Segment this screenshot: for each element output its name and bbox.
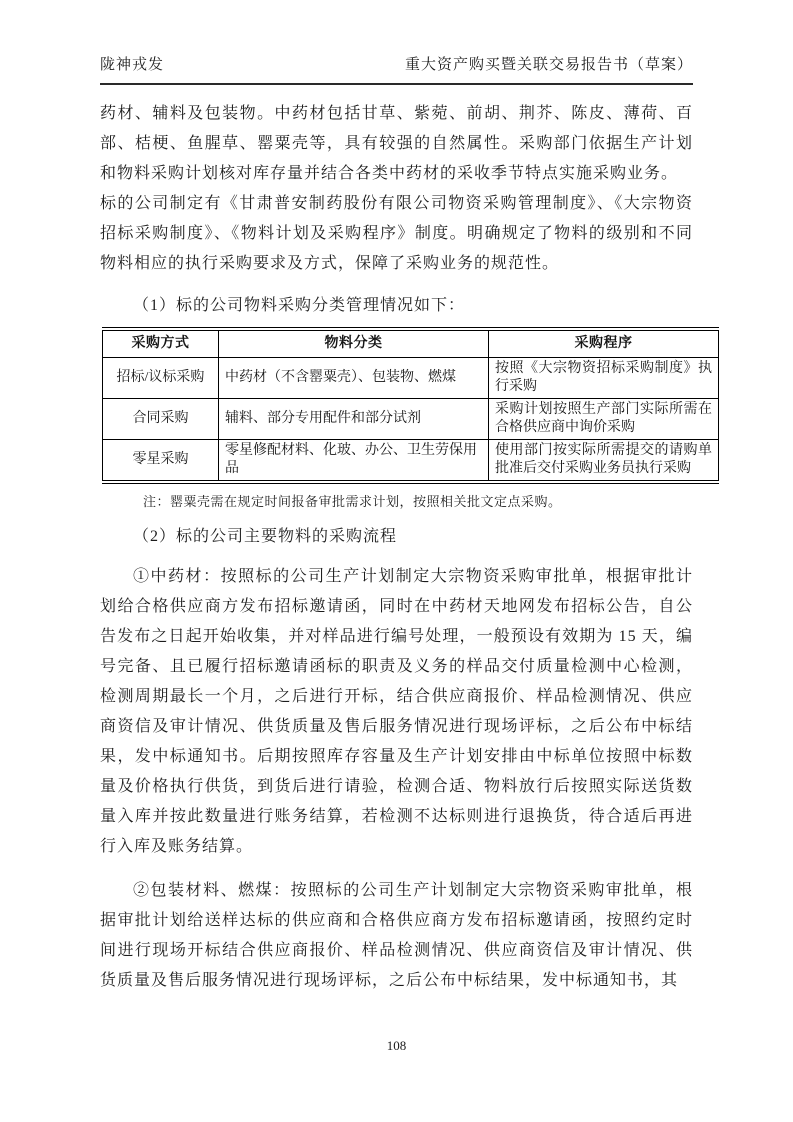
col-header-procedure: 采购程序 bbox=[489, 329, 719, 358]
table-row bbox=[103, 440, 719, 483]
cell-procedure: 按照《大宗物资招标采购制度》执行采购 bbox=[489, 358, 719, 399]
cell-method: 零星采购 bbox=[103, 440, 219, 483]
col-header-method: 采购方式 bbox=[103, 329, 219, 358]
table-note: 注：罂粟壳需在规定时间报备审批需求计划，按照相关批文定点采购。 bbox=[143, 494, 562, 509]
cell-category: 辅料、部分专用配件和部分试剂 bbox=[219, 399, 489, 440]
page-number: 108 bbox=[386, 1038, 407, 1053]
cell-method: 合同采购 bbox=[103, 399, 219, 440]
cell-procedure: 使用部门按实际所需提交的请购单批准后交付采购业务员执行采购 bbox=[489, 440, 719, 483]
cell-category: 零星修配材料、化玻、办公、卫生劳保用品 bbox=[219, 440, 489, 483]
heading-item-1: （1）标的公司物料采购分类管理情况如下： bbox=[133, 297, 466, 314]
para-materials-intro: 药材、辅料及包装物。中药材包括甘草、紫菀、前胡、荆芥、陈皮、薄荷、百部、桔梗、鱼腥草、罂粟壳等，具有较强的自然属性。采购部门依据生产计划和物料采购计划核对库存量并结合各类中药材的采收季节特点实施采购业务。 bbox=[100, 105, 693, 182]
table-row bbox=[103, 399, 719, 440]
cell-procedure: 采购计划按照生产部门实际所需在合格供应商中询价采购 bbox=[489, 399, 719, 440]
cell-category: 中药材（不含罂粟壳）、包装物、燃煤 bbox=[219, 358, 489, 399]
para-company-policies: 标的公司制定有《甘肃普安制药股份有限公司物资采购管理制度》、《大宗物资招标采购制度》、《物料计划及采购程序》制度。明确规定了物料的级别和不同物料相应的执行采购要求及方式，保障了采购业务的规范性。 bbox=[100, 195, 693, 272]
table-header-row bbox=[103, 329, 719, 358]
procurement-table bbox=[102, 327, 719, 484]
header-report-title: 重大资产购买暨关联交易报告书（草案） bbox=[404, 57, 693, 73]
cell-method: 招标/议标采购 bbox=[103, 358, 219, 399]
para-herb-procurement: ①中药材：按照标的公司生产计划制定大宗物资采购审批单，根据审批计划给合格供应商方发布招标邀请函，同时在中药材天地网发布招标公告，自公告发布之日起开始收集，并对样品进行编号处理，一般预设有效期为 15 天，编号完备、且已履行招标邀请函标的职责及义务的样品交付质量检测中心检测，检测周期最长一个月，之后进行开标，结合供应商报价、样品检测情况、供应商资信及审计情况、供货质量及售后服务情况进行现场评标，之后公布中标结果，发中标通知书。后期按照库存容量及生产计划安排由中标单位按照中标数量及价格执行供货，到货后进行请验，检测合适、物料放行后按照实际送货数量入库并按此数量进行账务结算，若检测不达标则进行退换货，待合适后再进行入库及账务结算。 bbox=[100, 568, 693, 855]
page-header bbox=[100, 56, 693, 85]
col-header-category: 物料分类 bbox=[219, 329, 489, 358]
heading-item-2: （2）标的公司主要物料的采购流程 bbox=[133, 528, 398, 545]
table-row bbox=[103, 358, 719, 399]
header-company-name: 陇神戎发 bbox=[100, 57, 165, 73]
para-packaging-procurement: ②包装材料、燃煤：按照标的公司生产计划制定大宗物资采购审批单，根据审批计划给送样达标的供应商和合格供应商方发布招标邀请函，按照约定时间进行现场开标结合供应商报价、样品检测情况、供应商资信及审计情况、供货质量及售后服务情况进行现场评标，之后公布中标结果，发中标通知书，其 bbox=[100, 882, 693, 989]
